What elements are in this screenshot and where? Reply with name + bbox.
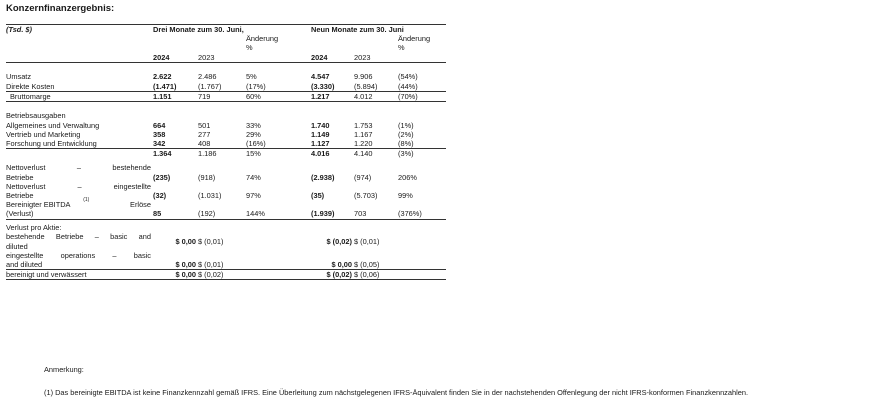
table-row xyxy=(6,182,446,191)
percent-header-1: % xyxy=(246,43,253,53)
row-label-line1: Bereinigter EBITDA (1) Erlöse xyxy=(6,197,151,210)
header-row-2 xyxy=(6,34,446,43)
table-row: (Verlust) 85 (192) 144% (1.939) 703 (376%) xyxy=(6,209,446,219)
table-row: Betriebe (235) (918) 74% (2.938) (974) 206% xyxy=(6,172,417,182)
row-label: bereinigt und verwässert xyxy=(6,270,153,280)
table-row: Bruttomarge 1.151 719 60% 1.217 4.012 (70%) xyxy=(6,91,446,101)
footnote-marker: (1) xyxy=(83,197,90,204)
row-label-line2: and diluted xyxy=(6,260,153,270)
section-heading-row xyxy=(6,223,446,232)
header-row-1 xyxy=(6,25,446,35)
table-row: bereinigt und verwässert $ 0,00 $ (0,02) $ (0,02) $ (0,06) xyxy=(6,270,446,280)
row-label-line2: (Verlust) xyxy=(6,209,153,219)
header-three-months: Drei Monate zum 30. Juni, xyxy=(153,25,311,35)
row-label-line1: Nettoverlust – eingestellte xyxy=(6,181,151,191)
row-label-line1: Nettoverlust – bestehende xyxy=(6,163,151,173)
year-2023-n: 2023 xyxy=(354,53,398,63)
table-row: Forschung und Entwicklung 342 408 (16%) 1.127 1.220 (8%) xyxy=(6,139,446,149)
table-row: Direkte Kosten (1.471) (1.767) (17%) (3.330) (5.894) (44%) xyxy=(6,82,446,92)
section-heading: Betriebsausgaben xyxy=(6,111,66,121)
row-label: Bruttomarge xyxy=(6,91,153,101)
page-title: Konzernfinanzergebnis: xyxy=(6,3,115,14)
table-row: Betriebe (32) (1.031) 97% (35) (5.703) 99% xyxy=(6,191,413,201)
section-heading-row xyxy=(6,111,446,120)
row-label-line2: diluted xyxy=(6,241,28,251)
year-2024-n: 2024 xyxy=(311,53,354,63)
header-nine-months: Neun Monate zum 30. Juni xyxy=(311,25,446,35)
header-row-3 xyxy=(6,43,446,52)
table-row: and diluted $ 0,00 $ (0,01) $ 0,00 $ (0,05) xyxy=(6,260,446,270)
row-label: Allgemeines und Verwaltung xyxy=(6,120,100,130)
table-row: Vertrieb und Marketing 358 277 29% 1.149 1.167 (2%) xyxy=(6,129,414,139)
footnote-text: (1) Das bereinigte EBITDA ist keine Finanzkennzahl gemäß IFRS. Eine Überleitung zum nächstgelegenen IFRS-Äquivalent finden Sie in der nachstehenden Offenlegung der nicht IFRS-konformen Finanzkennzahlen. xyxy=(44,388,749,397)
total-row: 1.364 1.186 15% 4.016 4.140 (3%) xyxy=(153,149,414,159)
header-years-row xyxy=(6,53,446,63)
change-header-1: Änderung xyxy=(246,34,279,44)
year-2023-q: 2023 xyxy=(198,53,246,63)
table-row: diluted $ 0,00 $ (0,01) $ (0,02) $ (0,01) xyxy=(6,236,380,251)
row-label: Vertrieb und Marketing xyxy=(6,129,81,139)
year-2024-q: 2024 xyxy=(153,53,198,63)
table-row: Allgemeines und Verwaltung 664 501 33% 1.740 1.753 (1%) xyxy=(6,120,414,130)
row-label-line2: Betriebe xyxy=(6,172,34,182)
table-row xyxy=(6,251,446,260)
row-label-line1: bestehende Betriebe – basic and xyxy=(6,232,151,242)
table-row xyxy=(6,200,446,209)
table-row: Umsatz 2.622 2.486 5% 4.547 9.906 (54%) xyxy=(6,72,418,82)
footnote-heading: Anmerkung: xyxy=(44,365,84,374)
section-heading: Verlust pro Aktie: xyxy=(6,223,62,233)
unit-label: (Tsd. $) xyxy=(6,25,153,35)
change-header-2: Änderung xyxy=(398,34,431,44)
table-row xyxy=(6,163,446,172)
row-label: Direkte Kosten xyxy=(6,82,153,92)
row-label: Forschung und Entwicklung xyxy=(6,139,153,149)
row-label: Umsatz xyxy=(6,72,32,82)
percent-header-2: % xyxy=(398,43,405,53)
row-label-line1: eingestellte operations – basic xyxy=(6,250,151,260)
financial-table xyxy=(6,24,446,280)
row-label-line2: Betriebe xyxy=(6,191,34,201)
